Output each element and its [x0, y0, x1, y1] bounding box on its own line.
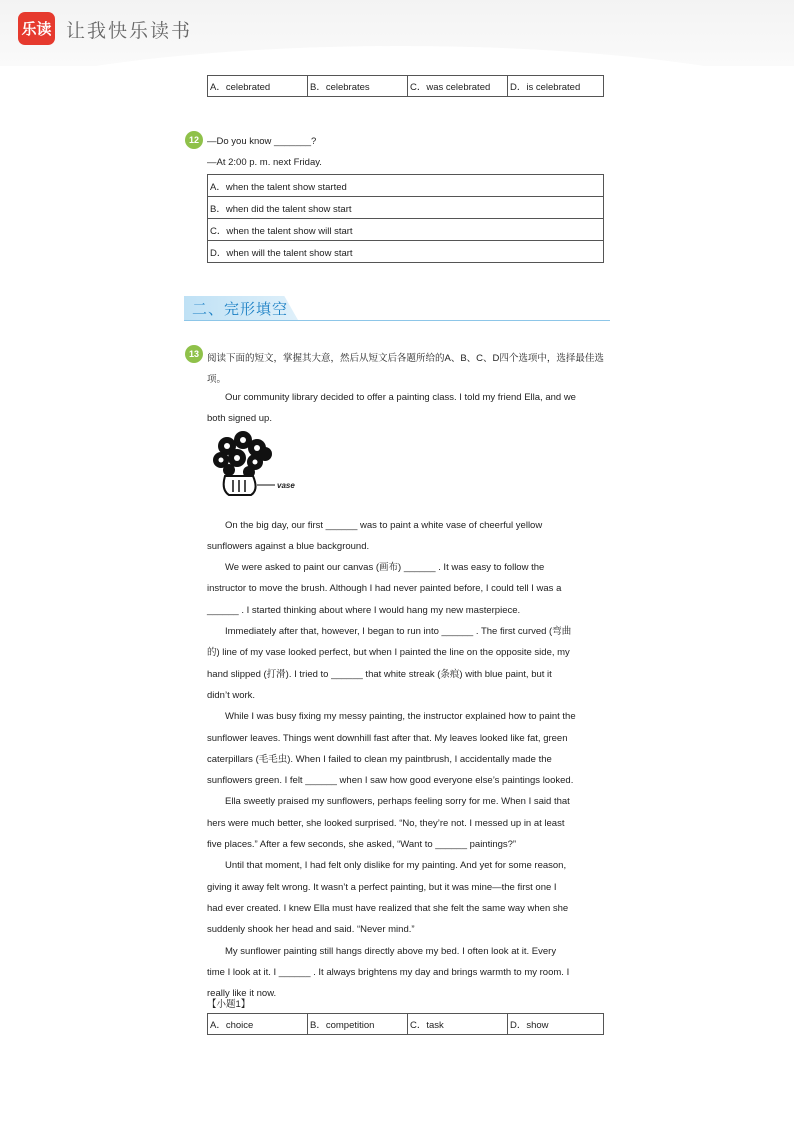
q12-option-b[interactable]: B．when did the talent show start: [208, 197, 604, 219]
q12-options-table: [207, 174, 604, 263]
subq1-option-c[interactable]: C．task: [408, 1014, 508, 1035]
passage-line: Our community library decided to offer a painting class. I told my friend Ella, and we: [225, 392, 576, 403]
q12-line2: —At 2:00 p. m. next Friday.: [207, 157, 322, 168]
subquestion-1-options-table: [207, 1013, 604, 1035]
slogan: 让我快乐读书: [66, 20, 193, 42]
q12-line1: —Do you know _______?: [207, 136, 317, 147]
passage-line: didn’t work.: [207, 689, 256, 701]
subq1-option-a[interactable]: A．choice: [208, 1014, 308, 1035]
passage-line: sunflowers against a blue background.: [207, 540, 370, 552]
q13-number-badge: 13: [185, 345, 203, 363]
passage-line: hand slipped (打滑). I tried to ______ that white streak (条痕) with blue paint, but it: [207, 668, 552, 680]
passage-line: sunflowers green. I felt ______ when I saw how good everyone else’s paintings looked.: [207, 775, 574, 787]
q12-option-c[interactable]: C．when the talent show will start: [208, 219, 604, 241]
passage-line: My sunflower painting still hangs directly above my bed. I often look at it. Every: [225, 945, 557, 957]
vase-label: vase: [277, 481, 295, 490]
q11-option-c[interactable]: C．was celebrated: [408, 76, 508, 97]
section-header: [184, 296, 610, 321]
passage-line: While I was busy fixing my messy painting, the instructor explained how to paint the: [225, 711, 576, 723]
passage-line: giving it away felt wrong. It wasn’t a perfect painting, but it was mine—the first one I: [207, 881, 557, 893]
passage-line: both signed up.: [207, 413, 272, 425]
passage-line: had ever created. I knew Ella must have realized that she felt the same way when she: [207, 902, 569, 914]
passage-line: 的) line of my vase looked perfect, but when I painted the line on the opposite side, my: [207, 647, 570, 659]
header-curve: [0, 46, 794, 66]
passage-line: five places.” After a few seconds, she asked, “Want to ______ paintings?”: [207, 839, 517, 851]
q11-options-table: [207, 75, 604, 97]
passage-line: ______ . I started thinking about where I would hang my new masterpiece.: [207, 604, 521, 616]
q13-instruction-line1: 阅读下面的短文，掌握其大意，然后从短文后各题所给的A、B、C、D四个选项中，选择最佳选: [207, 353, 604, 364]
logo-text: 乐读: [21, 20, 52, 38]
subquestion-1-label: 【小题1】: [207, 999, 251, 1010]
passage-line: suddenly shook her head and said. “Never mind.”: [207, 924, 415, 936]
subq1-option-b[interactable]: B．competition: [308, 1014, 408, 1035]
passage-line: instructor to move the brush. Although I had never painted before, I could tell I was a: [207, 583, 562, 595]
passage-line: hers were much better, she looked surprised. “No, they’re not. I messed up in at least: [207, 817, 565, 829]
passage-line: really like it now.: [207, 988, 277, 1000]
passage-line: caterpillars (毛毛虫). When I failed to clean my paintbrush, I accidentally made the: [207, 753, 552, 765]
passage-line: We were asked to paint our canvas (画布) ______ . It was easy to follow the: [225, 562, 545, 574]
q12-option-d[interactable]: D．when will the talent show start: [208, 241, 604, 263]
header-banner: [0, 0, 794, 66]
subq1-option-d[interactable]: D．show: [508, 1014, 604, 1035]
q12-option-a[interactable]: A．when the talent show started: [208, 175, 604, 197]
q13-instruction-line2: 项。: [207, 374, 227, 385]
passage-line: On the big day, our first ______ was to paint a white vase of cheerful yellow: [225, 519, 543, 531]
section-title: 二、完形填空: [192, 300, 289, 318]
q11-option-a[interactable]: A．celebrated: [208, 76, 308, 97]
passage-line: Immediately after that, however, I began to run into ______ . The first curved (弯曲: [225, 626, 572, 638]
q12-number-badge: 12: [185, 131, 203, 149]
q11-option-b[interactable]: B．celebrates: [308, 76, 408, 97]
passage-line: sunflower leaves. Things went downhill fast after that. My leaves looked like fat, green: [207, 732, 568, 744]
passage-line: Ella sweetly praised my sunflowers, perhaps feeling sorry for me. When I said that: [225, 796, 570, 808]
passage-line: Until that moment, I had felt only dislike for my painting. And yet for some reason,: [225, 860, 567, 872]
logo: [18, 12, 55, 45]
passage-line: time I look at it. I ______ . It always brightens my day and brings warmth to my room. I: [207, 966, 570, 978]
q11-option-d[interactable]: D．is celebrated: [508, 76, 604, 97]
